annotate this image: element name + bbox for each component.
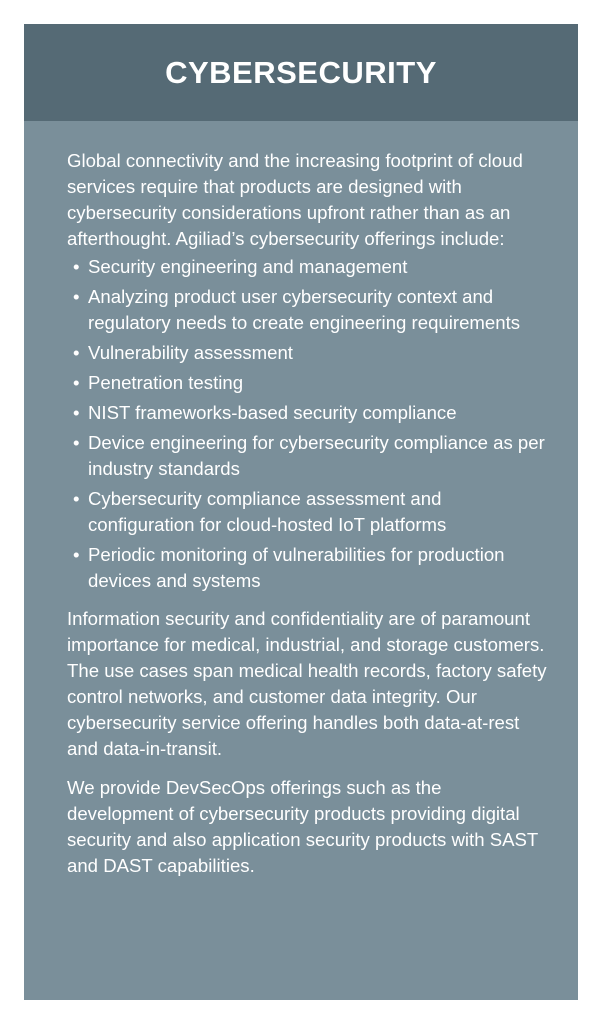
list-item xyxy=(67,370,548,396)
list-item xyxy=(67,542,548,594)
bullet-icon: • xyxy=(73,544,80,565)
bullet-icon: • xyxy=(73,342,80,363)
list-item-text: Device engineering for cybersecurity compliance as per industry standards xyxy=(88,432,545,479)
list-item-text: Security engineering and management xyxy=(88,256,408,277)
bullet-icon: • xyxy=(73,256,80,277)
bullet-icon: • xyxy=(73,286,80,307)
list-item-text: NIST frameworks-based security compliance xyxy=(88,402,457,423)
list-item xyxy=(67,284,548,336)
list-item-text: Cybersecurity compliance assessment and configuration for cloud-hosted IoT platforms xyxy=(88,488,447,535)
devsecops-paragraph: We provide DevSecOps offerings such as the development of cybersecurity products providing digital security and also application security products with SAST and DAST capabilities. xyxy=(67,777,538,876)
offerings-list xyxy=(67,254,548,594)
bullet-icon: • xyxy=(73,488,80,509)
card-title: CYBERSECURITY xyxy=(165,54,437,90)
card-body xyxy=(24,121,578,879)
list-item xyxy=(67,430,548,482)
list-item xyxy=(67,400,548,426)
list-item xyxy=(67,486,548,538)
list-item-text: Penetration testing xyxy=(88,372,244,393)
list-item-text: Analyzing product user cybersecurity context and regulatory needs to create engineering requirements xyxy=(88,286,521,333)
list-item-text: Periodic monitoring of vulnerabilities for production devices and systems xyxy=(88,544,505,591)
cybersecurity-card xyxy=(24,24,578,1000)
card-header xyxy=(24,24,578,121)
list-item xyxy=(67,340,548,366)
bullet-icon: • xyxy=(73,402,80,423)
security-paragraph: Information security and confidentiality are of paramount importance for medical, industrial, and storage customers. The use cases span medical health records, factory safety control networks, and customer data integrity. Our cybersecurity service offering handles both data-at-rest and data-in-transit. xyxy=(67,608,547,759)
bullet-icon: • xyxy=(73,432,80,453)
bullet-icon: • xyxy=(73,372,80,393)
list-item xyxy=(67,254,548,280)
intro-paragraph: Global connectivity and the increasing footprint of cloud services require that products are designed with cybersecurity considerations upfront rather than as an afterthought. Agiliad’s cybersecurity offerings include: xyxy=(67,150,523,249)
list-item-text: Vulnerability assessment xyxy=(88,342,293,363)
